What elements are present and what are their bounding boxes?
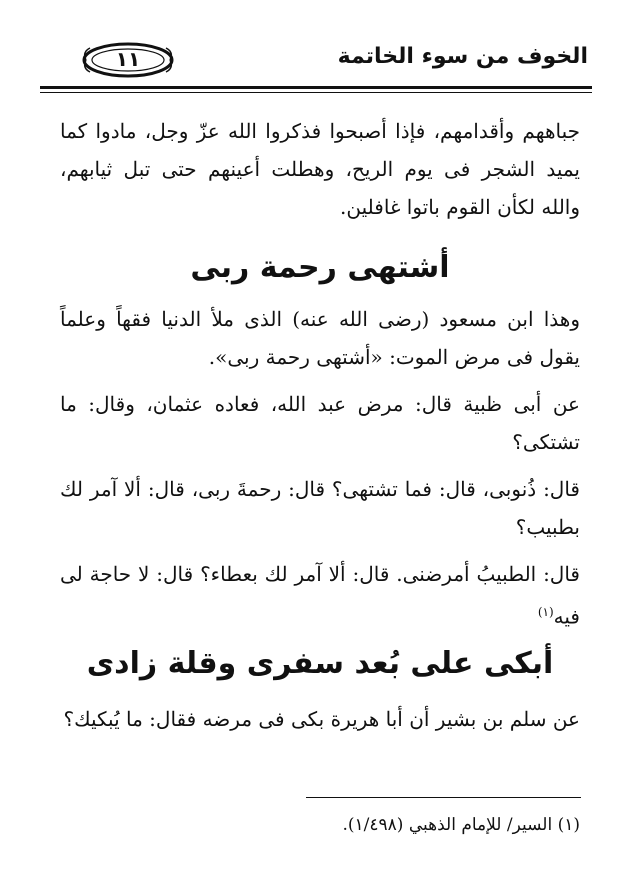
paragraph-3: عن أبى ظبية قال: مرض عبد الله، فعاده عثمان، وقال: ما تشتكى؟: [60, 392, 580, 454]
footnote: (١) السير/ للإمام الذهبي (١/٤٩٨).: [342, 815, 580, 835]
paragraph-5-text: قال: الطبيبُ أمرضنى. قال: ألا آمر لك بعطاء؟ قال: لا حاجة لى فيه: [60, 562, 580, 629]
header-rule-thick: [40, 86, 592, 89]
paragraph-2: وهذا ابن مسعود (رضى الله عنه) الذى ملأ الدنيا فقهاً وعلماً يقول فى مرض الموت: «أشتهى رحمة ربى».: [60, 307, 580, 369]
paragraph-6: عن سلم بن بشير أن أبا هريرة بكى فى مرضه فقال: ما يُبكيك؟: [63, 707, 580, 731]
page-header: [40, 38, 590, 90]
footnote-rule: [306, 797, 581, 798]
header-rule-thin: [40, 92, 592, 93]
paragraph-5: [60, 555, 580, 636]
running-title: الخوف من سوء الخاتمة: [337, 44, 588, 69]
paragraph-1: جباههم وأقدامهم، فإذا أصبحوا فذكروا الله عزّ وجل، مادوا كما يميد الشجر فى يوم الريح، وهطلت أعينهم حتى تبل ثيابهم، والله لكأن القوم باتوا غافلين.: [60, 119, 580, 219]
section-heading-1: أشتهى رحمة ربى: [190, 250, 450, 285]
paragraph-4: قال: ذُنوبى، قال: فما تشتهى؟ قال: رحمةَ ربى، قال: ألا آمر لك بطبيب؟: [60, 477, 580, 539]
section-heading-2: أبكى على بُعد سفرى وقلة زادى: [86, 646, 554, 681]
page-number-badge: [82, 42, 174, 78]
page-number: ١١: [115, 47, 141, 71]
footnote-marker: (١): [537, 605, 554, 619]
